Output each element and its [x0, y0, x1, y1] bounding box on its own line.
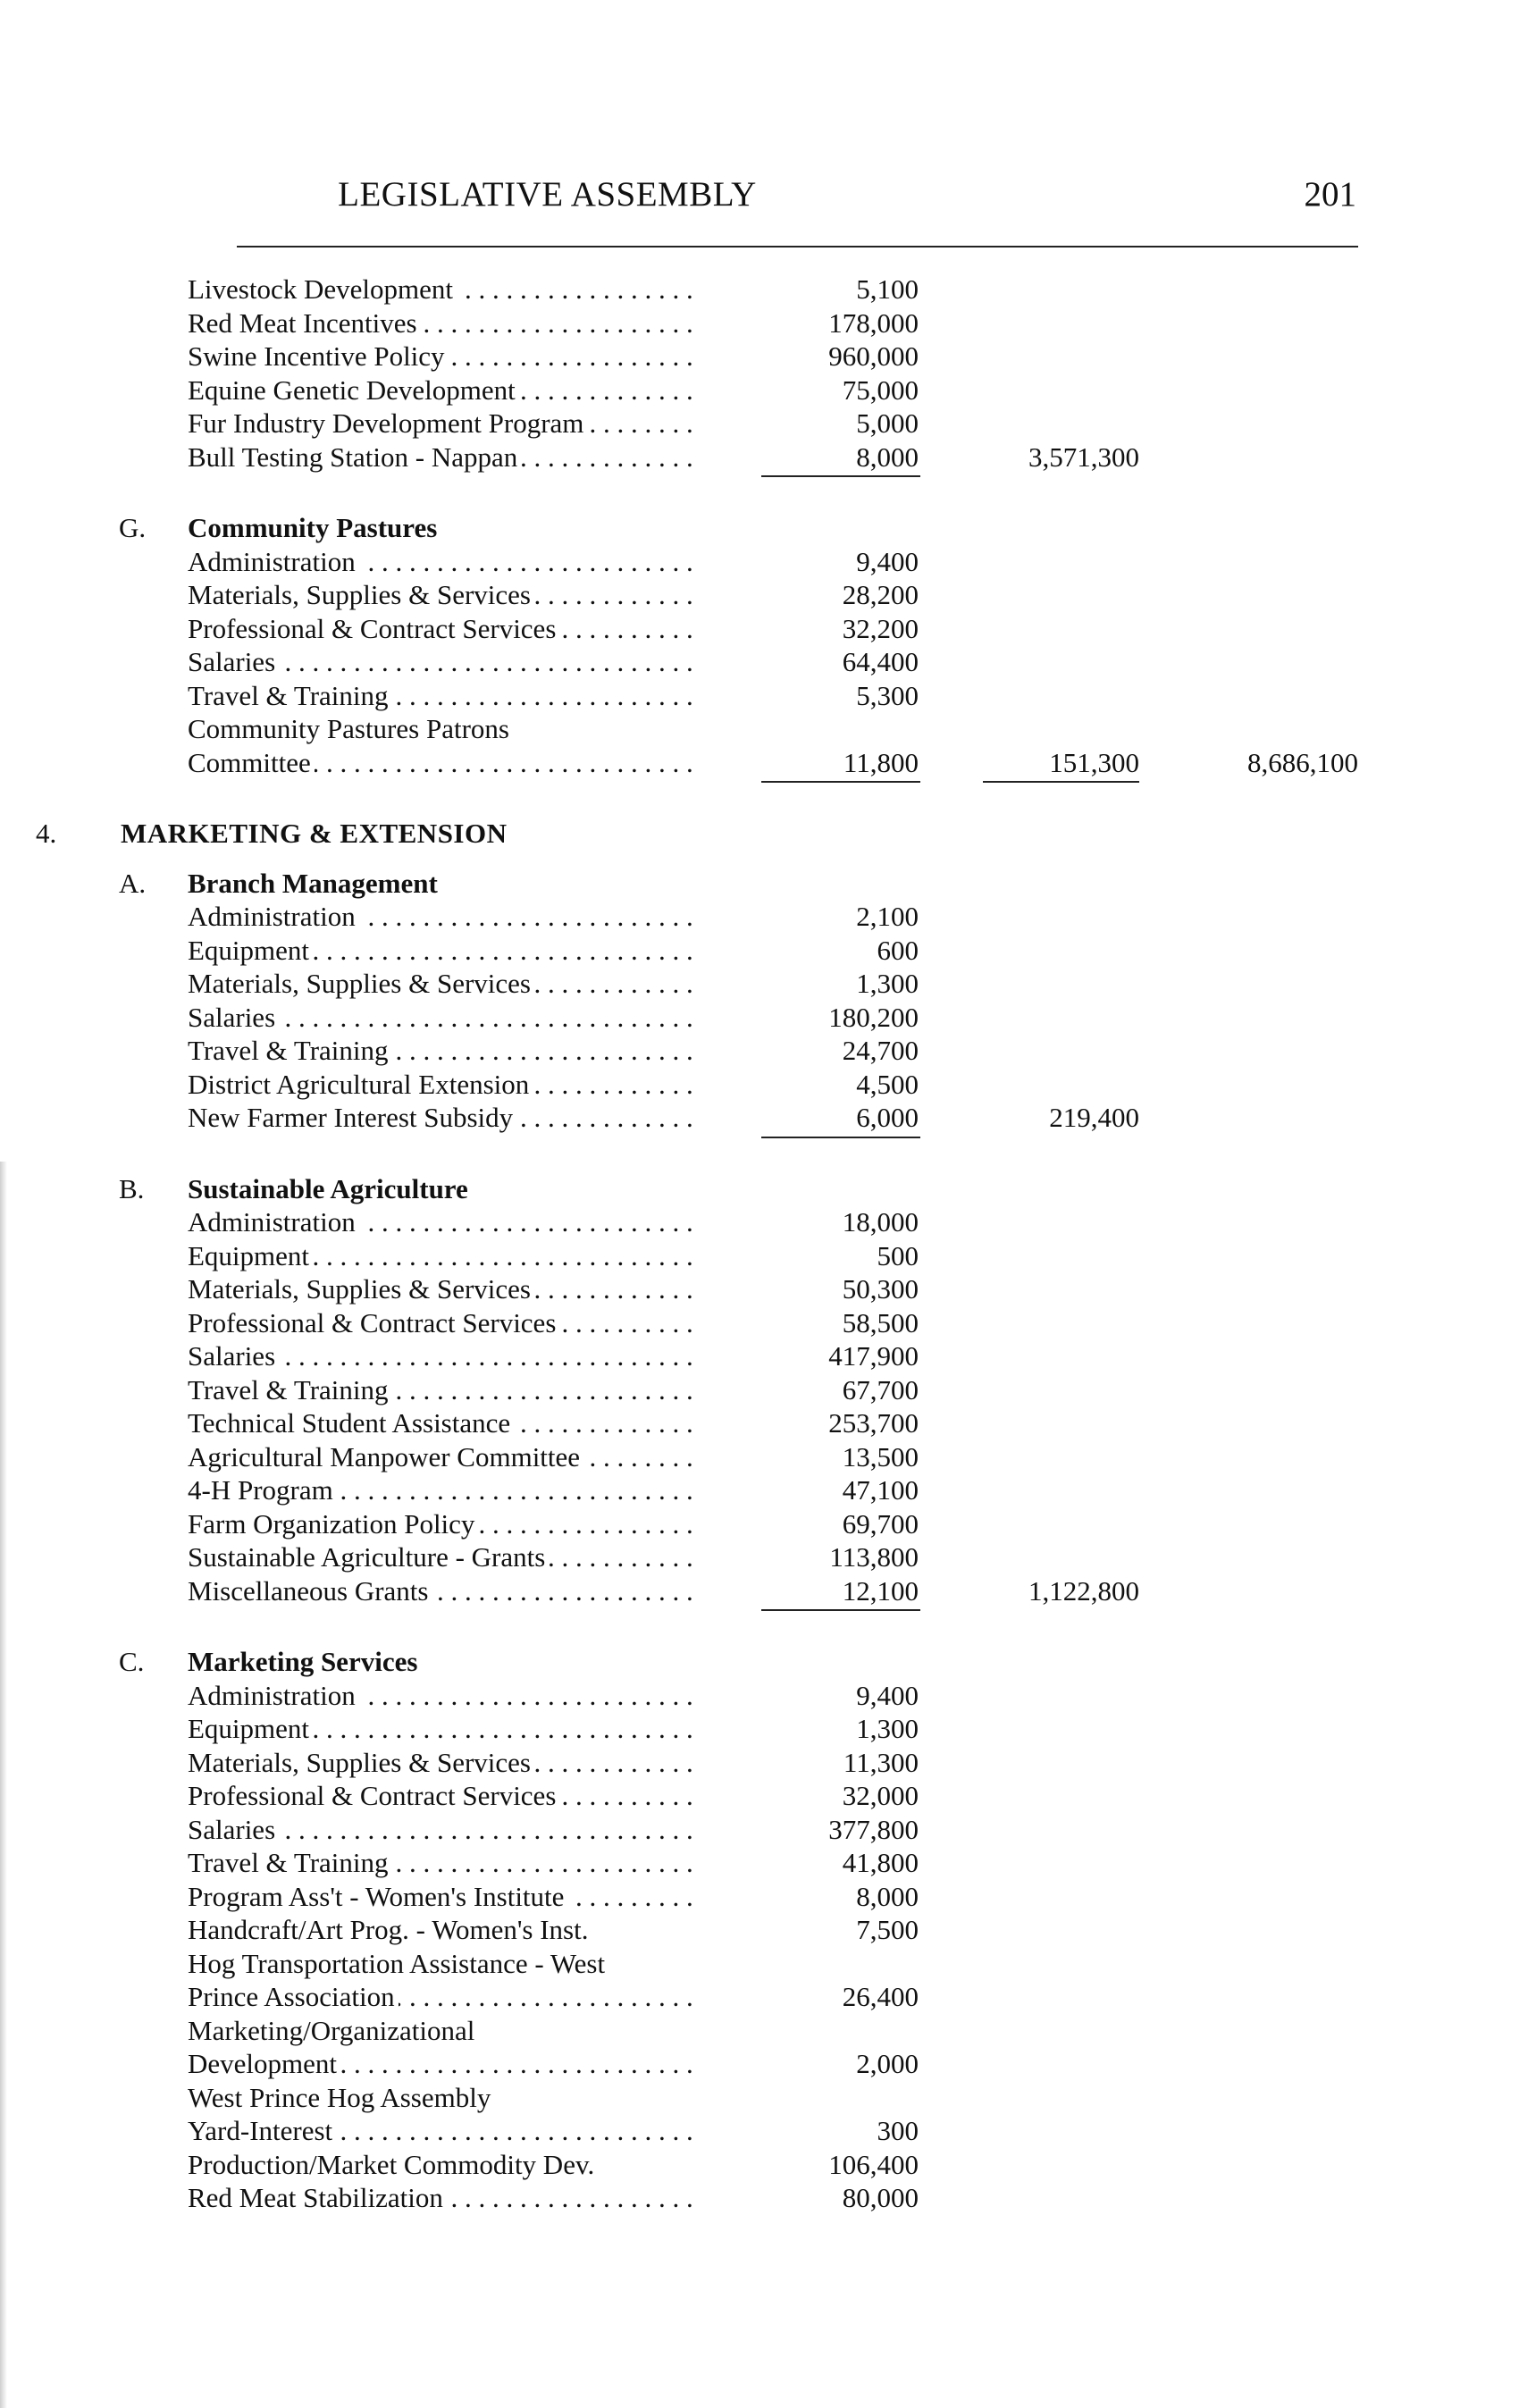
- amount: 8,000: [856, 1880, 919, 1912]
- budget-line: [0, 1306, 1519, 1340]
- budget-line: [0, 2047, 1519, 2081]
- label-cell: [188, 1306, 697, 1340]
- label-cell: [188, 2014, 697, 2048]
- spacer: [0, 851, 1519, 867]
- budget-line: [0, 1339, 1519, 1373]
- section-letter: C.: [119, 1646, 145, 1677]
- label-cell: [188, 1001, 697, 1035]
- amount: 500: [877, 1239, 919, 1271]
- budget-line: [0, 934, 1519, 968]
- line-item-label: Miscellaneous Grants: [188, 1575, 432, 1607]
- amount: 178,000: [828, 306, 919, 339]
- line-item-label: Production/Market Commodity Dev.: [188, 2149, 598, 2180]
- budget-line: [0, 967, 1519, 1001]
- line-item-label: Equipment: [188, 935, 313, 966]
- amount: 50,300: [842, 1273, 919, 1305]
- amount: 28,200: [842, 579, 919, 610]
- line-item-label: Administration: [188, 1680, 359, 1711]
- section-title: Branch Management: [188, 867, 438, 899]
- line-item-label: Swine Incentive Policy: [188, 340, 449, 372]
- line-item-label: Development: [188, 2048, 340, 2079]
- amount: 9,400: [856, 545, 919, 577]
- budget-line: [0, 1846, 1519, 1880]
- label-cell: [188, 273, 697, 306]
- label-cell: [188, 645, 697, 679]
- label-cell: [188, 1239, 697, 1273]
- line-item-label: Salaries: [188, 1002, 279, 1033]
- amount: 113,800: [829, 1541, 919, 1573]
- budget-line: [0, 746, 1519, 780]
- budget-line: [0, 1473, 1519, 1507]
- budget-line: [0, 1034, 1519, 1068]
- budget-line: [0, 306, 1519, 340]
- budget-line: [0, 1239, 1519, 1273]
- underline: [761, 781, 920, 783]
- label-cell: [188, 1034, 697, 1068]
- line-item-label: Bull Testing Station - Nappan: [188, 441, 521, 473]
- amount: 377,800: [828, 1813, 919, 1845]
- line-item-label: Equine Genetic Development: [188, 374, 519, 406]
- budget-line: [0, 1406, 1519, 1440]
- major-number: 4.: [36, 818, 57, 849]
- label-cell: [188, 612, 697, 646]
- budget-line: [0, 340, 1519, 373]
- label-cell: [188, 967, 697, 1001]
- spacer: [0, 1135, 1519, 1172]
- underline: [761, 1609, 920, 1611]
- budget-line: [0, 1947, 1519, 1981]
- line-item-label: New Farmer Interest Subsidy: [188, 1102, 516, 1133]
- section-letter: B.: [119, 1172, 145, 1204]
- line-item-label: Red Meat Stabilization: [188, 2182, 447, 2213]
- budget-line: [0, 1880, 1519, 1914]
- header-rule: [237, 246, 1358, 248]
- amount: 4,500: [856, 1068, 919, 1100]
- amount: 11,800: [843, 746, 919, 778]
- line-item-label: Technical Student Assistance: [188, 1407, 514, 1439]
- amount: 12,100: [842, 1574, 919, 1607]
- budget-line: [0, 1679, 1519, 1713]
- label-cell: [188, 1101, 697, 1135]
- amount: 7,500: [856, 1914, 919, 1945]
- label-cell: [188, 1339, 697, 1373]
- page-title: LEGISLATIVE ASSEMBLY: [338, 175, 757, 214]
- amount: 80,000: [842, 2182, 919, 2213]
- subtotal: 219,400: [1049, 1102, 1139, 1133]
- budget-line: [0, 1272, 1519, 1306]
- line-item-label: Professional & Contract Services: [188, 613, 559, 644]
- label-cell: [188, 679, 697, 713]
- budget-line: [0, 1712, 1519, 1746]
- label-cell: [188, 2047, 697, 2081]
- section-heading: [0, 511, 1519, 545]
- budget-line: [0, 578, 1519, 612]
- label-cell: [188, 746, 697, 780]
- label-cell: [188, 934, 697, 968]
- amount: 2,100: [856, 901, 919, 932]
- budget-line: [0, 1540, 1519, 1574]
- line-item-label: Professional & Contract Services: [188, 1307, 559, 1338]
- line-item-label: 4-H Program: [188, 1474, 337, 1506]
- budget-line: [0, 645, 1519, 679]
- subtotal: 1,122,800: [1028, 1574, 1139, 1607]
- line-item-label: Salaries: [188, 1814, 279, 1845]
- label-cell: [188, 407, 697, 440]
- label-cell: [188, 1473, 697, 1507]
- budget-line: [0, 373, 1519, 407]
- label-cell: [188, 1540, 697, 1574]
- line-item-label: Administration: [188, 901, 359, 932]
- amount: 6,000: [856, 1102, 919, 1133]
- section-title: Marketing Services: [188, 1646, 418, 1677]
- underline: [983, 781, 1139, 783]
- budget-table: [0, 273, 1519, 2215]
- budget-line: [0, 273, 1519, 306]
- label-cell: [188, 1205, 697, 1239]
- amount: 75,000: [842, 373, 919, 406]
- line-item-label: Sustainable Agriculture - Grants: [188, 1541, 549, 1573]
- line-item-label: Administration: [188, 1206, 359, 1238]
- budget-line: [0, 612, 1519, 646]
- amount: 24,700: [842, 1035, 919, 1066]
- label-cell: [188, 545, 697, 579]
- budget-line: [0, 900, 1519, 934]
- label-cell: [188, 578, 697, 612]
- label-cell: [188, 1846, 697, 1880]
- line-item-label: Equipment: [188, 1240, 313, 1271]
- section-title: Sustainable Agriculture: [188, 1172, 468, 1204]
- underline: [761, 1137, 920, 1138]
- label-cell: [188, 2181, 697, 2215]
- line-item-label: Program Ass't - Women's Institute: [188, 1881, 567, 1912]
- spacer: [0, 779, 1519, 817]
- budget-line: [0, 1913, 1519, 1947]
- line-item-label: Professional & Contract Services: [188, 1780, 559, 1811]
- label-cell: [188, 2148, 697, 2182]
- amount: 253,700: [828, 1407, 919, 1439]
- underline: [761, 475, 920, 477]
- amount: 960,000: [828, 340, 919, 372]
- budget-line: [0, 1746, 1519, 1780]
- amount: 58,500: [842, 1306, 919, 1338]
- line-item-label: Prince Association: [188, 1981, 399, 2012]
- amount: 5,100: [856, 273, 919, 305]
- section-title: Community Pastures: [188, 512, 438, 543]
- amount: 417,900: [828, 1340, 919, 1372]
- line-item-label: Community Pastures Patrons: [188, 713, 513, 744]
- line-item-label: Hog Transportation Assistance - West: [188, 1948, 608, 1979]
- budget-line: [0, 1507, 1519, 1541]
- budget-line: [0, 1101, 1519, 1135]
- amount: 64,400: [842, 646, 919, 677]
- amount: 69,700: [842, 1507, 919, 1540]
- section-letter: G.: [119, 512, 147, 543]
- amount: 32,200: [842, 612, 919, 644]
- line-item-label: Materials, Supplies & Services: [188, 579, 534, 610]
- line-item-label: Administration: [188, 546, 359, 577]
- section-heading: [0, 1172, 1519, 1206]
- budget-line: [0, 2081, 1519, 2115]
- amount: 11,300: [843, 1746, 919, 1778]
- page-number: 201: [1304, 175, 1356, 214]
- label-cell: [188, 1507, 697, 1541]
- label-cell: [188, 2081, 697, 2115]
- amount: 600: [877, 934, 919, 966]
- spacer: [0, 1607, 1519, 1645]
- major-heading: [0, 817, 1519, 851]
- subtotal: 3,571,300: [1028, 440, 1139, 473]
- line-item-label: Travel & Training: [188, 1847, 392, 1878]
- line-item-label: Marketing/Organizational: [188, 2015, 478, 2046]
- spacer: [0, 474, 1519, 511]
- label-cell: [188, 373, 697, 407]
- amount: 13,500: [842, 1440, 919, 1472]
- amount: 1,300: [856, 968, 919, 999]
- line-item-label: Travel & Training: [188, 680, 392, 711]
- label-cell: [188, 1406, 697, 1440]
- line-item-label: Equipment: [188, 1713, 313, 1744]
- amount: 106,400: [828, 2148, 919, 2180]
- label-cell: [188, 1679, 697, 1713]
- label-cell: [188, 1947, 697, 1981]
- line-item-label: Materials, Supplies & Services: [188, 1273, 534, 1305]
- budget-line: [0, 2181, 1519, 2215]
- label-cell: [188, 440, 697, 474]
- label-cell: [188, 900, 697, 934]
- total: 8,686,100: [1247, 746, 1358, 778]
- amount: 2,000: [856, 2048, 919, 2079]
- budget-line: [0, 2114, 1519, 2148]
- label-cell: [188, 1712, 697, 1746]
- label-cell: [188, 340, 697, 373]
- budget-line: [0, 1440, 1519, 1474]
- amount: 32,000: [842, 1780, 919, 1811]
- budget-line: [0, 407, 1519, 440]
- line-item-label: Red Meat Incentives: [188, 307, 421, 339]
- section-heading: [0, 1645, 1519, 1679]
- budget-line: [0, 545, 1519, 579]
- budget-line: [0, 2148, 1519, 2182]
- budget-line: [0, 440, 1519, 474]
- label-cell: [188, 1913, 697, 1947]
- budget-line: [0, 1574, 1519, 1608]
- line-item-label: West Prince Hog Assembly: [188, 2082, 494, 2113]
- label-cell: [188, 1272, 697, 1306]
- line-item-label: Salaries: [188, 1340, 279, 1372]
- budget-line: [0, 1980, 1519, 2014]
- amount: 1,300: [856, 1713, 919, 1744]
- label-cell: [188, 1574, 697, 1608]
- budget-line: [0, 1001, 1519, 1035]
- budget-line: [0, 2014, 1519, 2048]
- label-cell: [188, 1980, 697, 2014]
- major-title: MARKETING & EXTENSION: [121, 818, 508, 849]
- section-letter: A.: [119, 867, 147, 899]
- budget-line: [0, 679, 1519, 713]
- label-cell: [188, 1813, 697, 1847]
- line-item-label: Handcraft/Art Prog. - Women's Inst.: [188, 1914, 592, 1945]
- amount: 9,400: [856, 1679, 919, 1711]
- line-item-label: District Agricultural Extension: [188, 1069, 533, 1100]
- line-item-label: Materials, Supplies & Services: [188, 968, 534, 999]
- label-cell: [188, 712, 697, 746]
- amount: 26,400: [842, 1981, 919, 2012]
- budget-line: [0, 1813, 1519, 1847]
- amount: 67,700: [842, 1373, 919, 1405]
- budget-line: [0, 712, 1519, 746]
- line-item-label: Farm Organization Policy: [188, 1508, 478, 1540]
- amount: 5,300: [856, 679, 919, 711]
- line-item-label: Salaries: [188, 646, 279, 677]
- line-item-label: Agricultural Manpower Committee: [188, 1441, 583, 1472]
- line-item-label: Fur Industry Development Program: [188, 407, 587, 439]
- budget-line: [0, 1205, 1519, 1239]
- line-item-label: Yard-Interest: [188, 2115, 336, 2146]
- line-item-label: Committee: [188, 747, 315, 778]
- label-cell: [188, 1373, 697, 1407]
- line-item-label: Travel & Training: [188, 1374, 392, 1405]
- label-cell: [188, 1068, 697, 1102]
- subtotal: 151,300: [1049, 746, 1139, 778]
- amount: 180,200: [828, 1001, 919, 1033]
- line-item-label: Livestock Development: [188, 273, 457, 305]
- budget-line: [0, 1779, 1519, 1813]
- amount: 8,000: [856, 440, 919, 473]
- label-cell: [188, 306, 697, 340]
- label-cell: [188, 2114, 697, 2148]
- label-cell: [188, 1440, 697, 1474]
- amount: 47,100: [842, 1474, 919, 1506]
- label-cell: [188, 1746, 697, 1780]
- budget-line: [0, 1068, 1519, 1102]
- line-item-label: Travel & Training: [188, 1035, 392, 1066]
- line-item-label: Materials, Supplies & Services: [188, 1747, 534, 1778]
- amount: 5,000: [856, 407, 919, 439]
- section-heading: [0, 867, 1519, 901]
- budget-line: [0, 1373, 1519, 1407]
- running-header: [0, 174, 1519, 219]
- label-cell: [188, 1779, 697, 1813]
- amount: 18,000: [842, 1206, 919, 1238]
- amount: 41,800: [842, 1847, 919, 1878]
- amount: 300: [877, 2115, 919, 2146]
- label-cell: [188, 1880, 697, 1914]
